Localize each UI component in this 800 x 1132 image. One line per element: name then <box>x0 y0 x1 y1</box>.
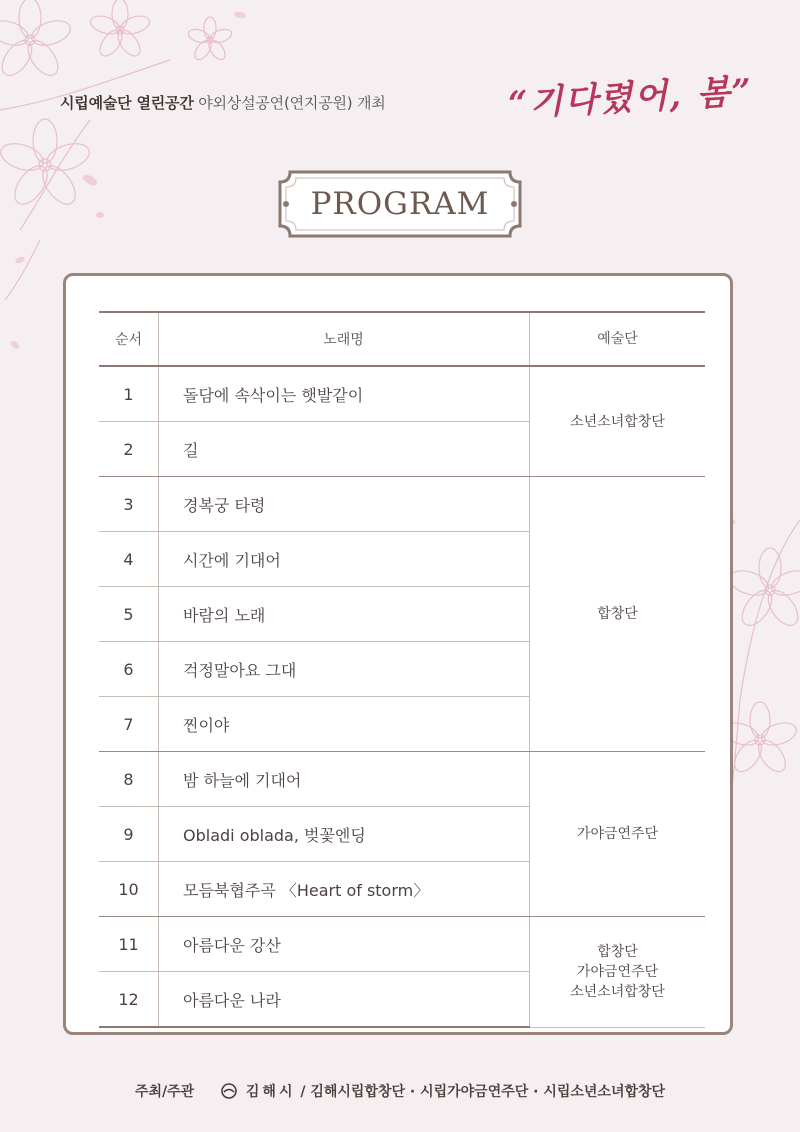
song-number: 4 <box>99 532 159 587</box>
song-title: 시간에 기대어 <box>159 532 530 587</box>
troupe-line: 합창단 <box>597 943 638 960</box>
headline-rest: 야외상설공연(연지공원) 개최 <box>198 94 386 112</box>
program-table <box>99 311 705 1028</box>
song-title: 바람의 노래 <box>159 587 530 642</box>
troupe-cell: 소년소녀합창단 <box>530 366 706 477</box>
gimhae-city-logo-icon <box>221 1083 237 1099</box>
song-number: 8 <box>99 752 159 807</box>
song-title: 돌담에 속삭이는 햇발같이 <box>159 366 530 422</box>
table-header-row <box>99 312 705 366</box>
song-number: 3 <box>99 477 159 532</box>
song-number: 6 <box>99 642 159 697</box>
song-number: 7 <box>99 697 159 752</box>
song-number: 5 <box>99 587 159 642</box>
program-panel <box>63 273 733 1035</box>
organizers: / 김해시립합창단 · 시립가야금연주단 · 시립소년소녀합창단 <box>300 1084 666 1100</box>
song-number: 9 <box>99 807 159 862</box>
program-plaque <box>276 168 524 240</box>
header-troupe: 예술단 <box>530 312 706 366</box>
troupe-cell: 가야금연주단 <box>530 752 706 917</box>
event-title: “기다렸어, 봄” <box>507 71 755 125</box>
troupe-cell: 합창단 <box>530 477 706 752</box>
footer <box>0 1081 800 1101</box>
song-title: 아름다운 나라 <box>159 972 530 1028</box>
table-row <box>99 477 705 532</box>
song-number: 11 <box>99 917 159 972</box>
table-row <box>99 917 705 972</box>
headline <box>60 92 386 113</box>
troupe-line: 가야금연주단 <box>576 963 659 980</box>
song-title: 찐이야 <box>159 697 530 752</box>
header-order: 순서 <box>99 312 159 366</box>
song-title: 아름다운 강산 <box>159 917 530 972</box>
troupe-line: 소년소녀합창단 <box>570 983 665 1000</box>
city-name: 김해시 <box>245 1084 296 1100</box>
headline-bold: 시립예술단 열린공간 <box>60 94 194 112</box>
host-label: 주최/주관 <box>134 1084 195 1100</box>
header-song-title: 노래명 <box>159 312 530 366</box>
song-title: 걱정말아요 그대 <box>159 642 530 697</box>
song-number: 1 <box>99 366 159 422</box>
song-title: 밤 하늘에 기대어 <box>159 752 530 807</box>
song-title: Obladi oblada, 벚꽃엔딩 <box>159 807 530 862</box>
song-number: 12 <box>99 972 159 1028</box>
program-title: PROGRAM <box>310 186 490 222</box>
song-title: 길 <box>159 422 530 477</box>
song-title: 모듬북협주곡 〈Heart of storm〉 <box>159 862 530 917</box>
troupe-cell <box>530 917 706 1028</box>
table-row <box>99 752 705 807</box>
song-title: 경복궁 타령 <box>159 477 530 532</box>
song-number: 2 <box>99 422 159 477</box>
song-number: 10 <box>99 862 159 917</box>
table-row <box>99 366 705 422</box>
